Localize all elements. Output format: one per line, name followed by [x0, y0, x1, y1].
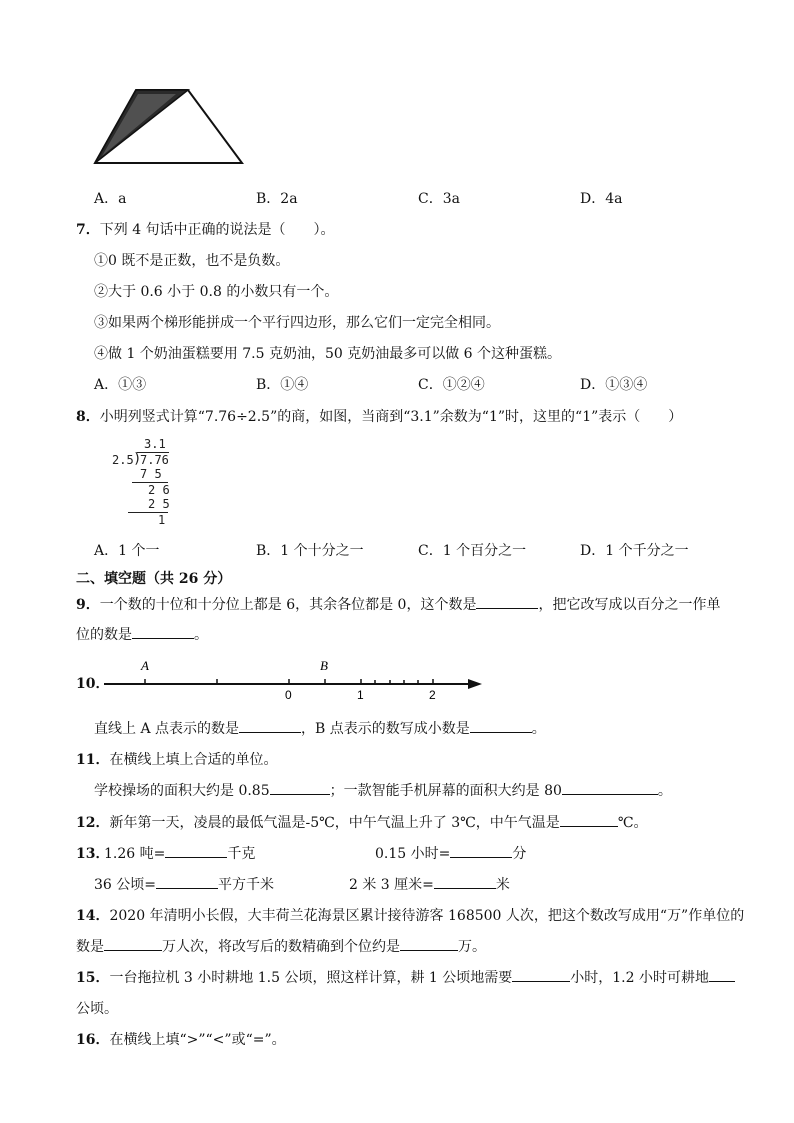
q13-number: 13． — [76, 846, 110, 862]
q8-option-d[interactable]: D．1 个千分之一 — [580, 543, 689, 559]
q12-text-b: ℃。 — [617, 815, 648, 831]
trapezoid-figure — [92, 86, 248, 166]
q11-number: 11． — [76, 752, 110, 768]
q15-blank-2[interactable] — [709, 967, 735, 982]
q13-item-4-pre: 2 米 3 厘米= — [349, 877, 434, 893]
q13-item-4-post: 米 — [495, 877, 510, 893]
q13-item-1-pre: 1.26 吨= — [104, 846, 166, 862]
q11-text-c: 。 — [657, 783, 672, 799]
q12-blank[interactable] — [560, 812, 618, 827]
q15-text-b: 小时，1.2 小时可耕地 — [570, 970, 709, 986]
q16-text: 在横线上填“>”“<”或“=”。 — [109, 1032, 286, 1048]
q14-number: 14． — [76, 908, 110, 924]
q7-option-a[interactable]: A．①③ — [94, 377, 147, 393]
q9-blank-1[interactable] — [476, 594, 538, 609]
q13-item-2-post: 分 — [512, 846, 527, 862]
number-line-label-b: B — [320, 658, 328, 673]
q11-stem: 在横线上填上合适的单位。 — [109, 752, 278, 768]
q13-item-2 — [375, 843, 526, 863]
q7-option-c[interactable]: C．①②④ — [418, 377, 485, 393]
q9-number: 9． — [76, 597, 100, 613]
q6-option-d[interactable]: D．4a — [580, 191, 623, 207]
q14-line-2 — [76, 936, 486, 956]
q12-text-a: 新年第一天，凌晨的最低气温是-5℃，中午气温上升了 3℃，中午气温是 — [109, 815, 560, 831]
division-divisor: 2.5 — [112, 453, 134, 467]
q11-blank-1[interactable] — [270, 780, 330, 795]
number-line-label-0: 0 — [285, 688, 292, 700]
q13-blank-3[interactable] — [156, 874, 218, 889]
division-step-3: 2 5 — [148, 497, 170, 511]
q7-question — [76, 219, 335, 239]
q8-option-a[interactable]: A．1 个一 — [94, 543, 160, 559]
q13-blank-4[interactable] — [434, 874, 496, 889]
q7-number: 7． — [76, 222, 100, 238]
q14-text-1: 2020 年清明小长假，大丰荷兰花海景区累计接待游客 168500 人次，把这个数改写成用“万”作单位的 — [109, 908, 745, 924]
q15-text-a: 一台拖拉机 3 小时耕地 1.5 公顷，照这样计算，耕 1 公顷地需要 — [109, 970, 513, 986]
q14-text-2a: 数是 — [76, 939, 104, 955]
number-line-figure — [100, 652, 484, 700]
q11-blank-2[interactable] — [562, 780, 658, 795]
q12-number: 12． — [76, 815, 110, 831]
division-step-2: 2 6 — [148, 483, 170, 497]
q13-item-3-post: 平方千米 — [218, 877, 274, 893]
number-line-label-a: A — [141, 658, 149, 673]
q14-line-1 — [76, 905, 744, 925]
division-bracket: ) — [133, 451, 142, 467]
q12-question — [76, 812, 647, 832]
q7-option-d[interactable]: D．①③④ — [580, 377, 648, 393]
q14-text-2b: 万人次，将改写后的数精确到个位约是 — [162, 939, 400, 955]
q14-blank-2[interactable] — [400, 936, 458, 951]
q8-question — [76, 406, 682, 426]
division-remainder: 1 — [158, 513, 166, 527]
q13-item-3 — [94, 874, 274, 894]
long-division-figure — [110, 436, 174, 528]
q10-blank-2[interactable] — [470, 718, 532, 733]
q15-line-1 — [76, 967, 735, 987]
q14-blank-1[interactable] — [104, 936, 162, 951]
q8-option-c[interactable]: C．1 个百分之一 — [418, 543, 527, 559]
q15-blank-1[interactable] — [512, 967, 570, 982]
q7-statement-3: ③如果两个梯形能拼成一个平行四边形，那么它们一定完全相同。 — [94, 315, 500, 331]
q13-item-1 — [104, 843, 255, 863]
q9-blank-2[interactable] — [132, 624, 194, 639]
q7-statement-4: ④做 1 个奶油蛋糕要用 7.5 克奶油，50 克奶油最多可以做 6 个这种蛋糕。 — [94, 346, 562, 362]
q9-line-2 — [76, 624, 208, 644]
q10-text-b: ，B 点表示的数写成小数是 — [301, 721, 470, 737]
q13-blank-2[interactable] — [450, 843, 512, 858]
q6-option-a[interactable]: A．a — [94, 191, 127, 207]
q13-item-1-post: 千克 — [227, 846, 256, 862]
q16-number: 16． — [76, 1032, 110, 1048]
q13-item-3-pre: 36 公顷= — [94, 877, 156, 893]
q8-number: 8． — [76, 409, 100, 425]
q8-stem: 小明列竖式计算“7.76÷2.5”的商，如图，当商到“3.1”余数为“1”时，这里的“1”表示（ ） — [99, 409, 683, 425]
q13-item-4 — [349, 874, 510, 894]
q14-text-2c: 万。 — [458, 939, 486, 955]
q9-text-c: 位的数是 — [76, 627, 132, 643]
division-quotient: 3.1 — [144, 437, 166, 451]
q11-line — [94, 780, 672, 800]
q10-text — [94, 718, 546, 738]
q7-stem: 下列 4 句话中正确的说法是（ ）。 — [99, 222, 335, 238]
q7-option-b[interactable]: B．①④ — [256, 377, 309, 393]
q8-option-b[interactable]: B．1 个十分之一 — [256, 543, 364, 559]
q7-statement-2: ②大于 0.6 小于 0.8 的小数只有一个。 — [94, 284, 339, 300]
q6-option-c[interactable]: C．3a — [418, 191, 460, 207]
number-line-label-1: 1 — [357, 688, 364, 700]
number-line-label-2: 2 — [429, 688, 436, 700]
q10-text-a: 直线上 A 点表示的数是 — [94, 721, 240, 737]
q10-blank-1[interactable] — [239, 718, 301, 733]
q9-text-a: 一个数的十位和十分位上都是 6，其余各位都是 0，这个数是 — [99, 597, 477, 613]
q16-question — [76, 1029, 286, 1049]
q13-blank-1[interactable] — [165, 843, 227, 858]
q9-text-d: 。 — [194, 627, 208, 643]
q9-line-1 — [76, 594, 720, 614]
q6-option-b[interactable]: B．2a — [256, 191, 298, 207]
q11-question — [76, 749, 277, 769]
section-heading: 二、填空题（共 26 分） — [76, 571, 232, 587]
q10-text-c: 。 — [531, 721, 546, 737]
q13-item-2-pre: 0.15 小时= — [375, 846, 451, 862]
q9-text-b: ，把它改写成以百分之一作单 — [538, 597, 721, 613]
q15-number: 15． — [76, 970, 110, 986]
division-dividend: 7.76 — [140, 453, 169, 467]
q11-text-a: 学校操场的面积大约是 0.85 — [94, 783, 270, 799]
q11-text-b: ；一款智能手机屏幕的面积大约是 80 — [329, 783, 562, 799]
q7-statement-1: ①0 既不是正数，也不是负数。 — [94, 253, 290, 269]
q15-line-2: 公顷。 — [76, 1001, 118, 1017]
q10-number: 10． — [76, 676, 110, 692]
division-step-1: 7 5 — [140, 467, 162, 481]
